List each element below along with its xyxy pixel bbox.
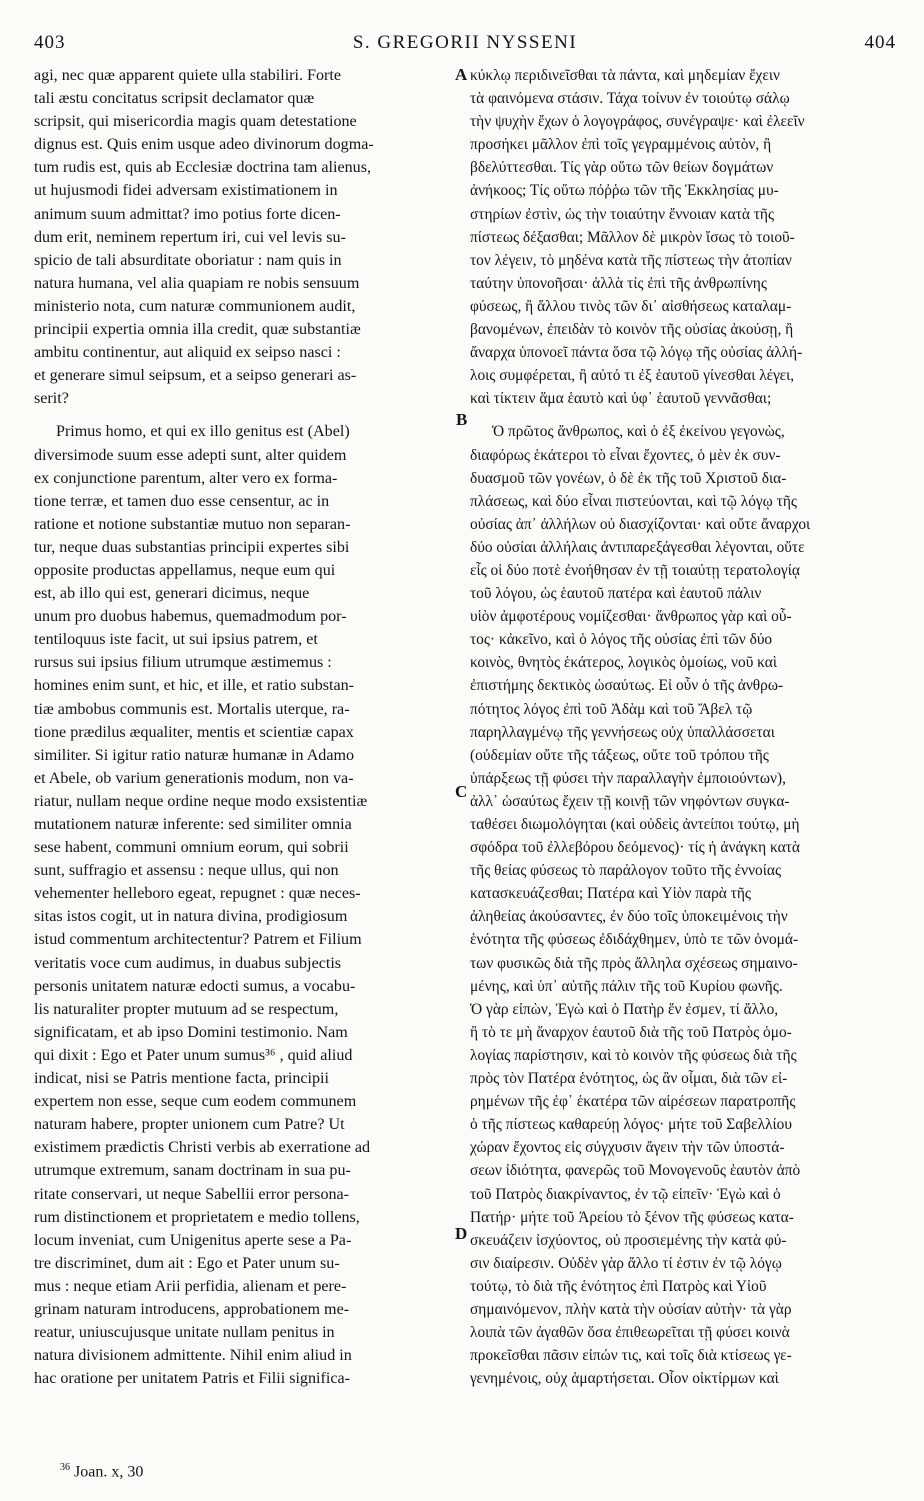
text-line: ambitu continentur, aut aliquid ex seipso nasci : (34, 344, 341, 362)
text-line: διαφόρως ἑκάτεροι τὸ εἶναι ἔχοντες, ὁ μὲν ἐκ συν- (470, 446, 781, 464)
text-line: Ὁ γὰρ εἰπὼν, Ἐγὼ καὶ ὁ Πατὴρ ἕν ἐσμεν, τί ἄλλο, (470, 1000, 779, 1018)
text-line: πότητος λόγος ἐπὶ τοῦ Ἀδὰμ καὶ τοῦ Ἄβελ τῷ (470, 700, 753, 718)
latin-paragraph-1 (34, 64, 454, 410)
text-line: ταθέσει διωμολόγηται (καὶ οὐδεὶς ἀντείποι τούτῳ, μὴ (470, 816, 800, 833)
text-line: et Abele, ob varium generationis modum, non va- (34, 769, 354, 787)
text-line: reatur, uniuscujusque unitate nullam penitus in (34, 1324, 335, 1342)
text-line: tum rudis est, quis ab Ecclesiæ doctrina tam alienus, (34, 159, 372, 177)
latin-paragraph-2 (34, 420, 454, 1390)
text-line: ratione et notione substantiæ mutuo non separan- (34, 515, 351, 533)
text-line: τοῦ Πατρὸς διακρίναντος, ἐν τῷ εἰπεῖν· Ἐγὼ καὶ ὁ (470, 1185, 781, 1203)
footnote-text: Joan. x, 30 (74, 1463, 144, 1481)
text-line: βδελύττεσθαι. Τίς γὰρ οὕτω τῶν θείων δογμάτων (470, 159, 774, 177)
text-line: ἐπιστήμης δεκτικὸς ὡσαύτως. Εἰ οὖν ὁ τῆς ἀνθρω- (470, 677, 784, 695)
greek-column (470, 64, 899, 1390)
text-line: λοιπὰ τῶν ἀγαθῶν ὅσα ἐπιθεωρεῖται τῇ φύσει κοινὰ (470, 1324, 790, 1342)
margin-letter-c: C (455, 782, 468, 801)
text-line: rum distinctionem et proprietatem e medio tollens, (34, 1208, 360, 1226)
text-line: τὰ φαινόμενα στάσιν. Τάχα τοίνυν ἐν τοιούτῳ σάλῳ (470, 90, 790, 108)
text-line: προκεῖσθαι πᾶσιν εἰπών τις, καὶ τοῖς διὰ κτίσεως γε- (470, 1347, 792, 1365)
text-line: υἱὸν ἀμφοτέρους νομίζεσθαι· ἄνθρωπος γὰρ καὶ οὗ- (470, 608, 792, 626)
text-line: spicio de tali absurditate oboriatur : nam quis in (34, 251, 342, 269)
text-line: πλάσεως, καὶ δύο εἶναι πιστεύονται, καὶ τῷ λόγῳ τῆς (470, 492, 797, 510)
text-line: των φυσικῶς διὰ τῆς πρὸς ἄλληλα σχέσεως σημαινο- (470, 954, 798, 972)
text-line: κύκλῳ περιδινεῖσθαι τὰ πάντα, καὶ μηδεμίαν ἔχειν (470, 67, 780, 84)
latin-column (34, 64, 454, 1390)
text-line: homines enim sunt, et hic, et ille, et ratio substan- (34, 677, 355, 695)
text-line: sese habent, communi omnium eorum, qui sobrii (34, 839, 349, 857)
text-line: tre discriminet, dum ait : Ego et Pater unum su- (34, 1254, 340, 1272)
text-line: λοις συμφέρεται, ἢ αὐτό τι ἐξ ἑαυτοῦ γίνεσθαι λέγει, (470, 367, 795, 385)
text-line: χώραν ἔχοντος εἰς σύγχυσιν ἄγειν τὴν τῶν ὑποστά- (470, 1139, 785, 1157)
text-line: utrumque extremum, sanam doctrinam in sua pu- (34, 1162, 351, 1180)
text-line: προσήκει μᾶλλον ἐπὶ τοῖς γεγραμμένοις αὐτὸν, ἢ (470, 136, 772, 154)
text-line: significatam, et ab ipso Domini testimonio. Nam (34, 1023, 348, 1041)
text-line: tione prædilus æqualiter, mentis et scientiæ capax (34, 723, 354, 741)
text-line: ἢ τὸ τε μὴ ἄναρχον ἑαυτοῦ διὰ τῆς τοῦ Πατρὸς ὁμο- (470, 1023, 792, 1041)
text-line: σκευάζειν ἰσχύοντος, οὐ προσιεμένης τὴν κατὰ φύ- (470, 1231, 787, 1249)
text-line: ἀλλ᾽ ὡσαύτως ἔχειν τῇ κοινῇ τῶν νηφόντων συγκα- (470, 792, 790, 810)
text-line: sunt, suffragio et assensu : neque ullus, qui non (34, 862, 339, 880)
text-line: personis unitatem naturæ edocti sumus, a vocabu- (34, 977, 356, 995)
text-line: mus : neque etiam Arii perfidia, alienam et pere- (34, 1277, 347, 1295)
text-line: (οὐδεμίαν οὔτε τῆς τάξεως, οὔτε τοῦ τρόπου τῆς (470, 746, 769, 764)
text-line: τον λέγειν, τὸ μηδένα κατὰ τῆς πίστεως τὴν ἀτοπίαν (470, 251, 792, 269)
text-line: unum pro duobus habemus, quemadmodum por- (34, 608, 347, 626)
text-line: παρηλλαγμένῳ τῆς γεννήσεως οὐχ ὑπαλλάσσεται (470, 723, 775, 741)
margin-letter-a: A (455, 65, 468, 84)
text-line: εἷς οἱ δύο ποτὲ ἐνοήθησαν ἐν τῇ τοιαύτῃ τερατολογίᾳ (470, 561, 800, 579)
text-line: ἀληθείας ἀκούσαντες, ἐν δύο τοῖς ὑποκειμένοις τὴν (470, 908, 788, 926)
text-line: tur, neque duas substantias principii expertes sibi (34, 538, 350, 556)
text-line: βανομένων, ἐπειδὰν τὸ κοινὸν τῆς οὐσίας ἀκούσῃ, ἢ (470, 321, 794, 339)
text-line: ἑνότητα τῆς φύσεως ἐδιδάχθημεν, ὑπὸ τε τῶν ὀνομά- (470, 931, 799, 949)
text-line: scripsit, qui misericordia magis quam detestatione (34, 113, 357, 131)
text-line: οὐσίας ἀπ᾽ ἀλλήλων οὐ διασχίζονται· καὶ οὔτε ἄναρχοι (470, 515, 811, 533)
text-line: est, ab illo qui est, generari dicimus, neque (34, 585, 310, 603)
text-line: tentiloquus iste facit, ut sui ipsius patrem, et (34, 631, 318, 649)
text-line: σιν διαίρεσιν. Οὐδὲν γὰρ ἄλλο τί ἐστιν ἐν τῷ λόγῳ (470, 1254, 782, 1272)
text-line: ταύτην ὑπονοῆσαι· ἀλλὰ τίς ἐπὶ τῆς ἀνθρωπίνης (470, 274, 767, 292)
text-line: ex conjunctione parentum, alter vero ex forma- (34, 469, 338, 487)
text-line: Primus homo, et qui ex illo genitus est (Abel) (56, 423, 350, 441)
page-header (34, 32, 896, 58)
text-line: lis naturaliter propter mutuum ad se respectum, (34, 1000, 339, 1018)
text-line: κοινὸς, θνητὸς ἑκάτερος, λογικὸς ὁμοίως, νοῦ καὶ (470, 654, 778, 672)
text-line: σημαινόμενον, πλὴν κατὰ τὴν οὐσίαν αὐτὴν· τὰ γὰρ (470, 1300, 792, 1318)
text-line: δύο οὐσίαι ἀλλήλαις ἀντιπαρεξάγεσθαι λέγονται, οὔτε (470, 538, 805, 556)
text-line: Πατήρ· μήτε τοῦ Ἀρείου τὸ ξένον τῆς φύσεως κατα- (470, 1208, 794, 1226)
text-line: sitas istos cogit, ut in natura divina, prodigiosum (34, 908, 348, 926)
text-line: ministerio nota, cum naturæ communionem audit, (34, 297, 356, 315)
text-line: rursus sui ipsius filium utrumque æstimemus : (34, 654, 332, 672)
footnote (60, 1462, 143, 1481)
text-line: qui dixit : Ego et Pater unum sumus³⁶ , quid aliud (34, 1046, 353, 1064)
text-line: tiæ ambobus communis est. Mortalis uterque, ra- (34, 700, 350, 718)
text-line: γενημένοις, οὐχ ἁμαρτήσεται. Οἷον οἰκτίρμων καὶ (470, 1370, 779, 1388)
text-line: expertem non esse, seque cum eodem communem (34, 1093, 357, 1111)
text-line: similiter. Si igitur ratio naturæ humanæ in Adamo (34, 746, 355, 764)
text-line: mutationem naturæ inferente: sed similiter omnia (34, 816, 352, 833)
text-line: tione terræ, et tamen duo esse censentur, ac in (34, 492, 330, 510)
text-line: ὁ τῆς πίστεως καθαρεύῃ λόγος· μήτε τοῦ Σαβελλίου (470, 1116, 792, 1134)
text-line: dignus est. Quis enim usque adeo divinorum dogma- (34, 136, 374, 154)
greek-paragraph-1 (470, 64, 899, 410)
text-line: ut hujusmodi fidei adversam existimationem in (34, 182, 338, 200)
text-line: ρημένων τῆς ἐφ᾽ ἑκατέρα τῶν αἱρέσεων παρατροπῆς (470, 1093, 796, 1111)
text-line: vehementer helleboro egeat, repugnet : quæ neces- (34, 885, 361, 903)
text-line: πρὸς τὸν Πατέρα ἑνότητος, ὡς ἂν οἶμαι, διὰ τῶν εἰ- (470, 1070, 788, 1088)
text-line: indicat, nisi se Patris mentione facta, principii (34, 1070, 329, 1088)
text-line: ἀνήκοος; Τίς οὕτω πόῤῥω τῶν τῆς Ἐκκλησίας μυ- (470, 182, 779, 200)
text-line: dum erit, neminem repertum iri, cui vel levis su- (34, 228, 346, 246)
text-line: τος· κἀκεῖνο, καὶ ὁ λόγος τῆς οὐσίας ἐπὶ τῶν δύο (470, 631, 773, 649)
text-line: opposite productas appellamus, neque eum qui (34, 561, 336, 579)
text-line: κατασκευάζεσθαι; Πατέρα καὶ Υἱὸν παρὰ τῆς (470, 885, 751, 903)
text-line: μένης, καὶ ὑπ᾽ αὐτῆς πάλιν τῆς τοῦ Κυρίου φωνῆς. (470, 977, 783, 995)
margin-letter-b: B (456, 410, 468, 429)
text-line: et generare simul seipsum, et a seipso generari as- (34, 367, 357, 385)
margin-letter-d: D (455, 1224, 468, 1243)
text-line: istud commentum architectentur? Patrem et Filium (34, 931, 362, 949)
text-line: serit? (34, 390, 69, 408)
text-line: Ὁ πρῶτος ἄνθρωπος, καὶ ὁ ἐξ ἐκείνου γεγονὼς, (492, 423, 785, 441)
text-line: natura humana, vel alia quapiam re nobis sensuum (34, 274, 360, 292)
text-line: natura divisionem admittente. Nihil enim aliud in (34, 1347, 352, 1365)
text-line: καὶ τίκτειν ἅμα ἑαυτὸ καὶ ὑφ᾽ ἑαυτοῦ γεννᾶσθαι; (470, 390, 772, 408)
text-line: existimem prædictis Christi verbis ab exerratione ad (34, 1139, 371, 1157)
text-line: τὴν ψυχὴν ἔχων ὁ λογογράφος, συνέγραψε· καὶ ἐλεεῖν (470, 113, 805, 131)
text-line: hac oratione per unitatem Patris et Filii significa- (34, 1370, 350, 1388)
text-line: πίστεως δέξασθαι; Μᾶλλον δὲ μικρὸν ἴσως τὸ τοιοῦ- (470, 228, 795, 246)
text-line: principii expertia omnia illa credit, quæ substantiæ (34, 321, 361, 339)
text-line: grinam naturam introducens, approbationem me- (34, 1300, 350, 1318)
text-line: σφόδρα τοῦ ἐλλεβόρου δεόμενος)· τίς ἡ ἀνάγκη κατὰ (470, 839, 800, 857)
text-line: agi, nec quæ apparent quiete ulla stabiliri. Forte (34, 67, 342, 84)
text-line: diversimode suum esse adepti sunt, alter quidem (34, 446, 347, 464)
text-line: φύσεως, ἢ ἄλλου τινὸς τῶν δι᾽ αἰσθήσεως καταλαμ- (470, 297, 792, 315)
text-line: tali æstu concitatus scripsit declamator quæ (34, 90, 315, 108)
page-number-left: 403 (34, 32, 66, 53)
page-number-right: 404 (864, 32, 896, 53)
text-line: ἄναρχα ὑπονοεῖ πάντα ὅσα τῷ λόγῳ τῆς οὐσίας ἀλλή- (470, 344, 803, 362)
text-line: ritate conservari, ut neque Sabellii error persona- (34, 1185, 350, 1203)
footnote-marker: 36 (60, 1462, 70, 1473)
text-line: τούτῳ, τὸ διὰ τῆς ἑνότητος ἐπὶ Πατρὸς καὶ Υἱοῦ (470, 1277, 767, 1295)
text-line: λογίας παρίστησιν, καὶ τὸ κοινὸν τῆς φύσεως διὰ τῆς (470, 1046, 797, 1064)
text-line: naturam habere, propter unionem cum Patre? Ut (34, 1116, 345, 1134)
text-line: τοῦ λόγου, ὡς ἑαυτοῦ πατέρα καὶ ἑαυτοῦ πάλιν (470, 585, 762, 603)
text-line: veritatis voce cum audimus, in duabus subjectis (34, 954, 342, 972)
text-line: riatur, nullam neque ordine neque modo exsistentiæ (34, 792, 368, 810)
text-line: locum inveniat, cum Unigenitus aperte sese a Pa- (34, 1231, 352, 1249)
text-line: ὑπάρξεως τῇ φύσει τὴν παραλλαγὴν ἐμποιούντων), (470, 769, 786, 787)
text-line: σεων ἰδιότητα, φανερῶς τοῦ Μονογενοῦς ἑαυτὸν ἀπὸ (470, 1162, 801, 1180)
text-line: δυασμοῦ τῶν γονέων, ὁ δὲ ἐκ τῆς τοῦ Χριστοῦ δια- (470, 469, 787, 487)
text-line: στηρίων ἐστὶν, ὡς τὴν τοιαύτην ἔννοιαν κατὰ τῆς (470, 205, 775, 223)
running-title: S. GREGORII NYSSENI (352, 32, 578, 53)
text-line: τῆς θείας φύσεως τὸ παράλογον τοῦτο τῆς ἐννοίας (470, 862, 782, 880)
greek-paragraph-2 (470, 420, 899, 1390)
text-line: animum suum admittat? imo potius forte dicen- (34, 205, 341, 223)
